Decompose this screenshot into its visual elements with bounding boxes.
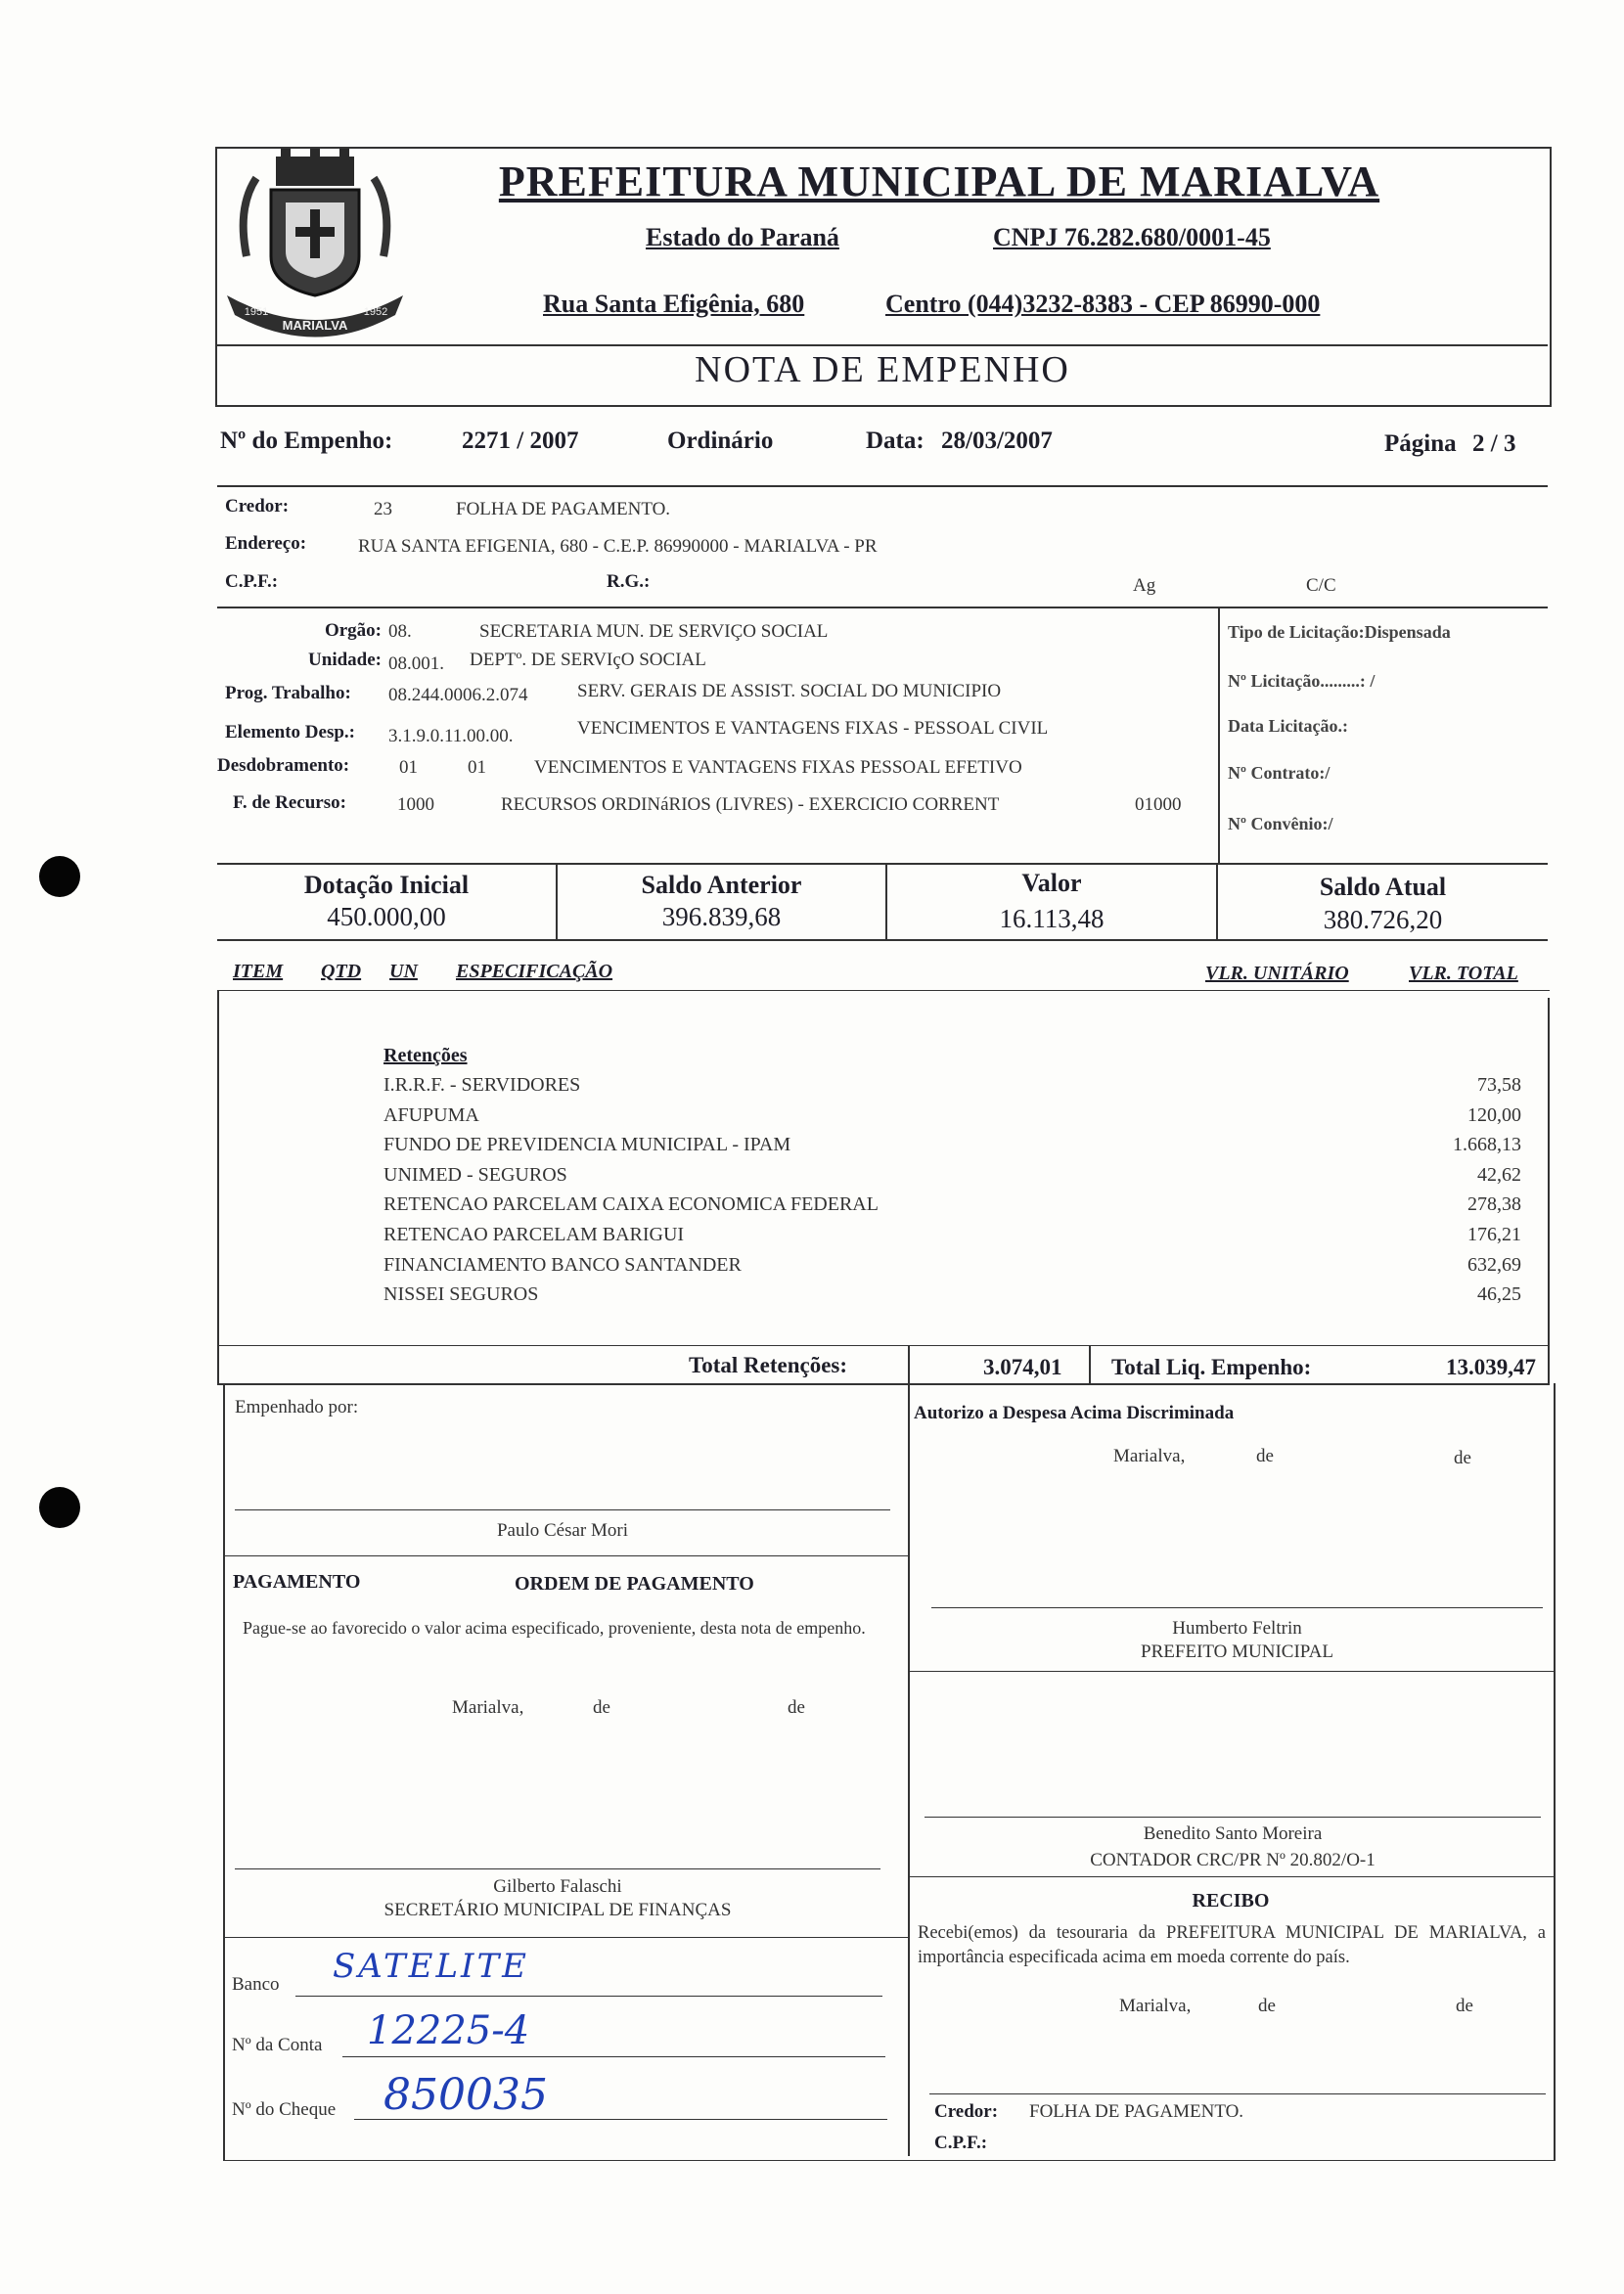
seal-year-right: 1952 (363, 306, 388, 318)
pagamento-marialva: Marialva, (452, 1697, 524, 1718)
empenho-number: 2271 / 2007 (462, 427, 579, 454)
doc-title: NOTA DE EMPENHO (695, 349, 1070, 390)
desdobramento-code-1: 01 (399, 757, 418, 778)
retencao-value: 176,21 (1467, 1224, 1521, 1245)
col-un: UN (389, 961, 418, 982)
col-qtd: QTD (321, 961, 362, 982)
pagamento-text: Pague-se ao favorecido o valor acima especificado, proveniente, desta nota de empenho. (243, 1618, 866, 1638)
saldo-atual-value: 380.726,20 (1323, 905, 1443, 934)
autorizo-label: Autorizo a Despesa Acima Discriminada (914, 1403, 1235, 1423)
seal-year-left: 1951 (244, 306, 269, 318)
recurso-name: RECURSOS ORDINáRIOS (LIVRES) - EXERCICIO CORRENT (501, 794, 1000, 815)
unidade-code: 08.001. (388, 653, 444, 674)
ag-label: Ag (1133, 575, 1156, 596)
cc-label: C/C (1306, 575, 1336, 596)
desdobramento-code-2: 01 (468, 757, 486, 778)
retencao-value: 46,25 (1477, 1283, 1521, 1305)
total-liquido-label: Total Liq. Empenho: (1111, 1355, 1312, 1379)
pagamento-de-2: de (788, 1697, 805, 1718)
autorizo-de-1: de (1256, 1446, 1274, 1466)
unidade-label: Unidade: (308, 650, 382, 670)
banco-label: Banco (232, 1974, 280, 1995)
recibo-marialva: Marialva, (1119, 1996, 1192, 2016)
secretario-name: Gilberto Falaschi (493, 1876, 622, 1897)
desdobramento-label: Desdobramento: (217, 755, 350, 776)
empenhado-por-label: Empenhado por: (235, 1397, 359, 1417)
retencao-value: 1.668,13 (1453, 1134, 1521, 1155)
header-state: Estado do Paraná (646, 223, 839, 251)
licitacao-numero: Nº Licitação.........: / (1228, 671, 1376, 691)
signatures-left-border (223, 1383, 225, 2161)
recibo-signature-line (929, 2093, 1546, 2094)
pagamento-de-1: de (593, 1697, 610, 1718)
page-label: Página (1384, 430, 1457, 457)
valor-value: 16.113,48 (999, 904, 1105, 933)
pagamento-label: PAGAMENTO (233, 1571, 361, 1593)
retencao-name: I.R.R.F. - SERVIDORES (383, 1074, 581, 1096)
contador-signature-line (925, 1817, 1541, 1818)
conta-line (342, 2056, 885, 2057)
banco-value: SATELITE (333, 1947, 529, 1986)
credor-label: Credor: (225, 496, 290, 517)
recibo-de-1: de (1258, 1996, 1276, 2016)
credor-name: FOLHA DE PAGAMENTO. (456, 499, 671, 519)
saldo-anterior-label: Saldo Anterior (641, 871, 802, 899)
convenio-number: Nº Convênio:/ (1228, 814, 1333, 833)
totals-divider (217, 939, 1548, 941)
retencao-value: 632,69 (1467, 1254, 1521, 1276)
retencao-name: RETENCAO PARCELAM CAIXA ECONOMICA FEDERAL (383, 1193, 879, 1215)
empenho-type: Ordinário (667, 427, 774, 454)
retencao-name: FUNDO DE PREVIDENCIA MUNICIPAL - IPAM (383, 1134, 791, 1155)
ordem-pagamento-label: ORDEM DE PAGAMENTO (515, 1573, 754, 1595)
orgao-name: SECRETARIA MUN. DE SERVIÇO SOCIAL (479, 621, 829, 642)
recibo-divider (908, 1876, 1554, 1877)
elemento-label: Elemento Desp.: (225, 722, 355, 742)
saldo-anterior-value: 396.839,68 (661, 902, 782, 931)
meta-divider (217, 485, 1548, 487)
col-total-value: VLR. TOTAL (1409, 963, 1518, 984)
items-left-border (217, 990, 219, 1383)
retencao-value: 73,58 (1477, 1074, 1521, 1096)
elemento-code: 3.1.9.0.11.00.00. (388, 726, 514, 746)
recibo-de-2: de (1456, 1996, 1473, 2016)
contador-name: Benedito Santo Moreira (1143, 1823, 1323, 1844)
page-number: 2 / 3 (1472, 430, 1516, 457)
licitacao-divider (1218, 607, 1220, 863)
retencao-value: 42,62 (1477, 1164, 1521, 1186)
header-title: PREFEITURA MUNICIPAL DE MARIALVA (498, 157, 1380, 205)
total-retencoes-label: Total Retenções: (689, 1353, 848, 1377)
conta-label: Nº da Conta (232, 2035, 323, 2055)
header-divider (217, 344, 1548, 346)
credor-code: 23 (374, 499, 392, 519)
orgao-label: Orgão: (324, 620, 382, 641)
retencao-name: NISSEI SEGUROS (383, 1283, 539, 1305)
retencoes-total-divider-1 (908, 1345, 910, 1384)
retencao-value: 120,00 (1467, 1104, 1521, 1126)
date-label: Data: (866, 427, 925, 454)
recurso-label: F. de Recurso: (233, 792, 346, 813)
header-cnpj: CNPJ 76.282.680/0001-45 (993, 223, 1271, 251)
contador-divider (908, 1671, 1554, 1672)
header-address: Rua Santa Efigênia, 680 (543, 290, 805, 318)
items-header-divider (217, 990, 1550, 991)
cheque-label: Nº do Cheque (232, 2099, 337, 2120)
conta-value: 12225-4 (367, 2008, 530, 2053)
dotacao-value: 450.000,00 (327, 902, 446, 931)
total-retencoes-value: 3.074,01 (983, 1355, 1062, 1379)
prefeito-title: PREFEITO MUNICIPAL (1141, 1642, 1333, 1662)
licitacao-tipo: Tipo de Licitação:Dispensada (1228, 622, 1451, 642)
licitacao-data: Data Licitação.: (1228, 716, 1348, 736)
recibo-title: RECIBO (1192, 1890, 1270, 1912)
col-spec: ESPECIFICAÇÃO (456, 961, 613, 982)
retencao-name: AFUPUMA (383, 1104, 479, 1126)
budget-divider (217, 863, 1548, 865)
seal-text: MARIALVA (282, 318, 348, 333)
autorizo-de-2: de (1454, 1448, 1471, 1468)
col-unit-value: VLR. UNITÁRIO (1205, 963, 1349, 984)
prefeito-name: Humberto Feltrin (1172, 1618, 1302, 1639)
punch-hole-top (39, 856, 80, 897)
recurso-code: 1000 (397, 794, 434, 815)
retencoes-divider (217, 1345, 1548, 1346)
banco-line (295, 1996, 882, 1997)
banco-divider (223, 1937, 908, 1938)
recibo-credor-label: Credor: (934, 2101, 999, 2122)
endereco-label: Endereço: (225, 533, 307, 554)
prog-name: SERV. GERAIS DE ASSIST. SOCIAL DO MUNICIPIO (577, 681, 1002, 701)
autorizo-marialva: Marialva, (1113, 1446, 1186, 1466)
signatures-right-border (1554, 1383, 1556, 2161)
signatures-bottom-left (223, 2160, 908, 2161)
rg-label: R.G.: (607, 571, 651, 592)
cpf-label: C.P.F.: (225, 571, 279, 592)
municipal-seal (217, 149, 413, 339)
elemento-name: VENCIMENTOS E VANTAGENS FIXAS - PESSOAL CIVIL (577, 718, 1049, 739)
empenhado-signature-line (235, 1509, 890, 1510)
retencao-name: FINANCIAMENTO BANCO SANTANDER (383, 1254, 742, 1276)
retencao-value: 278,38 (1467, 1193, 1521, 1215)
secretario-title: SECRETÁRIO MUNICIPAL DE FINANÇAS (383, 1900, 732, 1920)
valor-label: Valor (1021, 869, 1082, 897)
retencoes-title: Retenções (383, 1045, 468, 1066)
prefeito-signature-line (931, 1607, 1543, 1608)
saldo-atual-label: Saldo Atual (1319, 873, 1447, 901)
desdobramento-name: VENCIMENTOS E VANTAGENS FIXAS PESSOAL EFETIVO (534, 757, 1022, 778)
empenhado-name: Paulo César Mori (496, 1520, 629, 1541)
pagamento-divider (223, 1555, 908, 1556)
orgao-code: 08. (388, 621, 412, 642)
retencao-name: RETENCAO PARCELAM BARIGUI (383, 1224, 685, 1245)
signatures-top-divider (217, 1383, 1550, 1385)
empenho-label: Nº do Empenho: (220, 427, 393, 454)
date-value: 28/03/2007 (941, 427, 1053, 454)
punch-hole-bottom (39, 1487, 80, 1528)
endereco-value: RUA SANTA EFIGENIA, 680 - C.E.P. 86990000 - MARIALVA - PR (358, 536, 878, 557)
items-right-border (1548, 998, 1550, 1383)
contador-title: CONTADOR CRC/PR Nº 20.802/O-1 (1090, 1850, 1376, 1870)
unidade-name: DEPTº. DE SERVIçO SOCIAL (470, 650, 706, 670)
contrato-number: Nº Contrato:/ (1228, 763, 1331, 783)
recibo-text: Recebi(emos) da tesouraria da PREFEITURA MUNICIPAL DE MARIALVA, a importância especificada acima em moeda corrente do país. (918, 1923, 1546, 1967)
recibo-credor-value: FOLHA DE PAGAMENTO. (1029, 2101, 1244, 2122)
prog-code: 08.244.0006.2.074 (388, 685, 528, 705)
secretario-signature-line (235, 1868, 880, 1869)
total-liquido-value: 13.039,47 (1446, 1355, 1536, 1379)
col-item: ITEM (233, 961, 284, 982)
signatures-bottom-right (908, 2160, 1554, 2161)
recurso-code-2: 01000 (1135, 794, 1182, 815)
retencao-name: UNIMED - SEGUROS (383, 1164, 567, 1186)
recibo-cpf-label: C.P.F.: (934, 2133, 988, 2153)
retencoes-total-divider-2 (1089, 1345, 1091, 1384)
cheque-value: 850035 (383, 2070, 548, 2120)
prog-label: Prog. Trabalho: (225, 683, 351, 703)
header-centro: Centro (044)3232-8383 - CEP 86990-000 (885, 290, 1321, 318)
credor-divider (217, 607, 1548, 608)
signatures-center-divider (908, 1383, 910, 2156)
dotacao-label: Dotação Inicial (303, 871, 470, 899)
